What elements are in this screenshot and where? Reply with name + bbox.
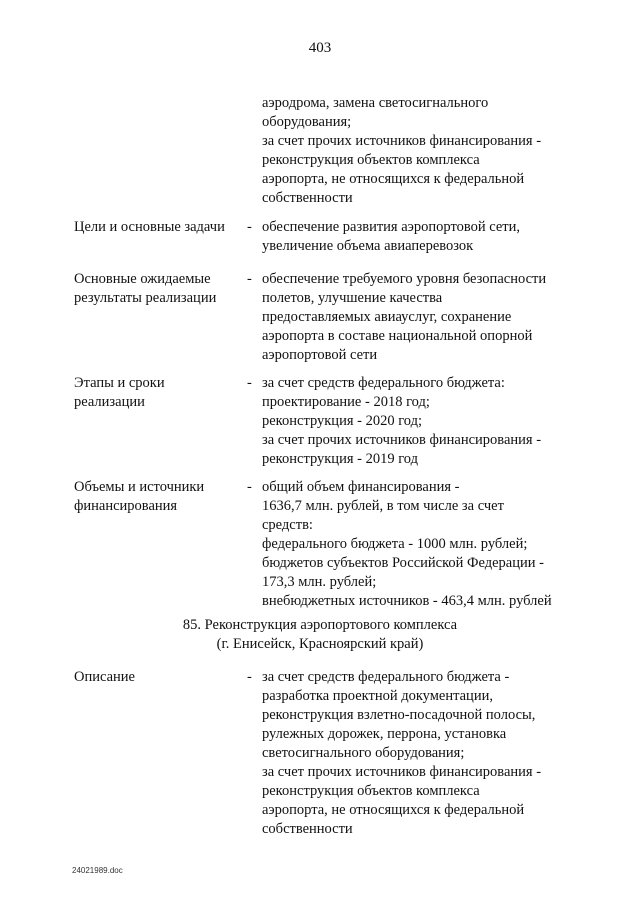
- text-line: обеспечение развития аэропортовой сети,: [262, 219, 520, 235]
- text-line: предоставляемых авиауслуг, сохранение: [262, 309, 512, 325]
- row-label: Объемы и источники: [74, 479, 205, 495]
- row-label: Описание: [74, 669, 135, 685]
- section-heading: 85. Реконструкция аэропортового комплекса: [182, 617, 458, 633]
- row-dash: -: [247, 271, 252, 287]
- text-line: бюджетов субъектов Российской Федерации -: [262, 555, 544, 571]
- text-line: полетов, улучшение качества: [262, 290, 443, 306]
- text-line: средств:: [262, 517, 313, 533]
- text-line: за счет средств федерального бюджета:: [262, 375, 505, 391]
- text-line: светосигнального оборудования;: [262, 745, 465, 761]
- text-line: за счет прочих источников финансирования -: [262, 764, 542, 780]
- row-label: финансирования: [74, 498, 178, 514]
- text-line: реконструкция взлетно-посадочной полосы,: [262, 707, 536, 723]
- row-label: результаты реализации: [74, 290, 217, 306]
- text-line: увеличение объема авиаперевозок: [262, 238, 474, 254]
- text-line: обеспечение требуемого уровня безопасности: [262, 271, 547, 287]
- text-line: реконструкция объектов комплекса: [262, 152, 480, 168]
- text-line: 1636,7 млн. рублей, в том числе за счет: [262, 498, 504, 514]
- row-dash: -: [247, 669, 252, 685]
- text-line: за счет средств федерального бюджета -: [262, 669, 510, 685]
- row-label: реализации: [74, 394, 145, 410]
- row-label: Основные ожидаемые: [74, 271, 211, 287]
- page-number: 403: [308, 40, 332, 56]
- text-line: собственности: [262, 821, 353, 837]
- text-line: реконструкция - 2020 год;: [262, 413, 423, 429]
- text-line: рулежных дорожек, перрона, установка: [262, 726, 507, 742]
- section-subheading: (г. Енисейск, Красноярский край): [216, 636, 424, 652]
- text-line: аэропорта в составе национальной опорной: [262, 328, 533, 344]
- text-line: собственности: [262, 190, 353, 206]
- text-line: общий объем финансирования -: [262, 479, 460, 495]
- text-line: аэропорта, не относящихся к федеральной: [262, 171, 525, 187]
- text-line: внебюджетных источников - 463,4 млн. рублей: [262, 593, 552, 609]
- text-line: федерального бюджета - 1000 млн. рублей;: [262, 536, 528, 552]
- text-line: реконструкция объектов комплекса: [262, 783, 480, 799]
- text-line: аэропорта, не относящихся к федеральной: [262, 802, 525, 818]
- text-line: за счет прочих источников финансирования -: [262, 133, 542, 149]
- text-line: оборудования;: [262, 114, 352, 130]
- row-dash: -: [247, 219, 252, 235]
- text-line: проектирование - 2018 год;: [262, 394, 430, 410]
- text-line: разработка проектной документации,: [262, 688, 493, 704]
- text-line: за счет прочих источников финансирования -: [262, 432, 542, 448]
- footer-filename: 24021989.doc: [72, 866, 123, 875]
- row-label: Этапы и сроки: [74, 375, 165, 391]
- text-line: реконструкция - 2019 год: [262, 451, 418, 467]
- row-dash: -: [247, 479, 252, 495]
- text-line: аэродрома, замена светосигнального: [262, 95, 489, 111]
- row-label: Цели и основные задачи: [74, 219, 225, 235]
- text-line: 173,3 млн. рублей;: [262, 574, 377, 590]
- row-dash: -: [247, 375, 252, 391]
- text-line: аэропортовой сети: [262, 347, 378, 363]
